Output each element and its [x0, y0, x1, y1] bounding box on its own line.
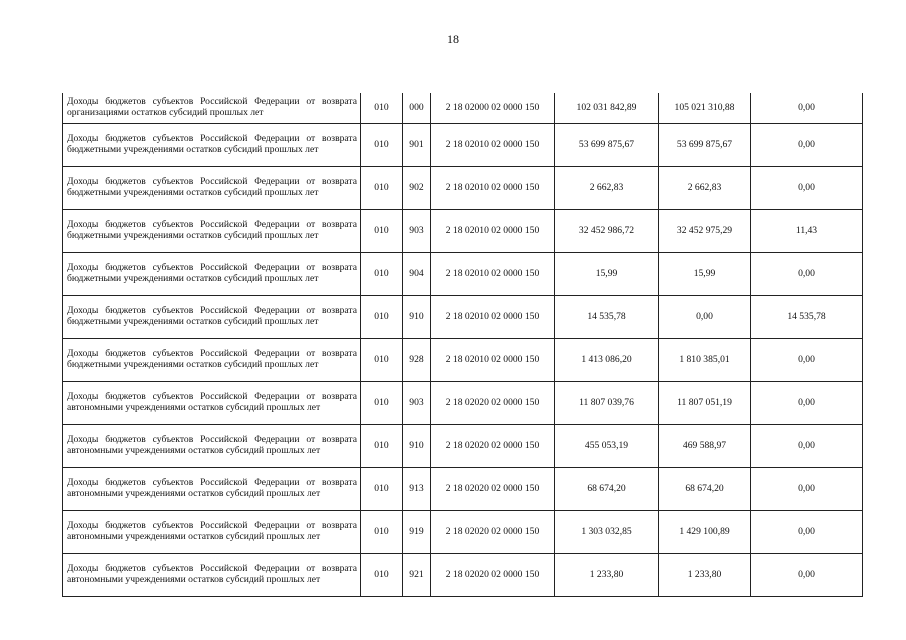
amount-cell-1: 102 031 842,89 — [555, 93, 659, 124]
amount-cell-2: 11 807 051,19 — [659, 382, 751, 425]
admin-code-cell: 010 — [361, 554, 403, 597]
amount-cell-1: 68 674,20 — [555, 468, 659, 511]
revenue-name-cell: Доходы бюджетов субъектов Российской Федерации от возврата автономными учреждениями остатков субсидий прошлых лет — [63, 382, 361, 425]
amount-cell-1: 32 452 986,72 — [555, 210, 659, 253]
table-row — [63, 468, 863, 511]
amount-cell-3: 0,00 — [751, 425, 863, 468]
budget-classification-code-cell: 2 18 02010 02 0000 150 — [431, 339, 555, 382]
revenue-name-cell: Доходы бюджетов субъектов Российской Федерации от возврата автономными учреждениями остатков субсидий прошлых лет — [63, 425, 361, 468]
amount-cell-1: 14 535,78 — [555, 296, 659, 339]
amount-cell-3: 0,00 — [751, 468, 863, 511]
amount-cell-1: 1 233,80 — [555, 554, 659, 597]
revenue-name-cell: Доходы бюджетов субъектов Российской Федерации от возврата бюджетными учреждениями остатков субсидий прошлых лет — [63, 167, 361, 210]
revenue-name-cell: Доходы бюджетов субъектов Российской Федерации от возврата автономными учреждениями остатков субсидий прошлых лет — [63, 511, 361, 554]
department-code-cell: 913 — [403, 468, 431, 511]
amount-cell-2: 68 674,20 — [659, 468, 751, 511]
revenue-name-cell: Доходы бюджетов субъектов Российской Федерации от возврата бюджетными учреждениями остатков субсидий прошлых лет — [63, 296, 361, 339]
amount-cell-1: 1 303 032,85 — [555, 511, 659, 554]
revenue-name-cell: Доходы бюджетов субъектов Российской Федерации от возврата автономными учреждениями остатков субсидий прошлых лет — [63, 554, 361, 597]
table-row — [63, 382, 863, 425]
admin-code-cell: 010 — [361, 468, 403, 511]
revenue-name-cell: Доходы бюджетов субъектов Российской Федерации от возврата автономными учреждениями остатков субсидий прошлых лет — [63, 468, 361, 511]
revenue-name-cell: Доходы бюджетов субъектов Российской Федерации от возврата бюджетными учреждениями остатков субсидий прошлых лет — [63, 124, 361, 167]
budget-classification-code-cell: 2 18 02020 02 0000 150 — [431, 554, 555, 597]
amount-cell-1: 455 053,19 — [555, 425, 659, 468]
revenue-name-cell: Доходы бюджетов субъектов Российской Федерации от возврата организациями остатков субсидий прошлых лет — [63, 93, 361, 124]
budget-classification-code-cell: 2 18 02010 02 0000 150 — [431, 296, 555, 339]
revenue-name-cell: Доходы бюджетов субъектов Российской Федерации от возврата бюджетными учреждениями остатков субсидий прошлых лет — [63, 339, 361, 382]
admin-code-cell: 010 — [361, 167, 403, 210]
department-code-cell: 903 — [403, 382, 431, 425]
amount-cell-3: 0,00 — [751, 554, 863, 597]
department-code-cell: 000 — [403, 93, 431, 124]
budget-classification-code-cell: 2 18 02010 02 0000 150 — [431, 167, 555, 210]
page-number: 18 — [447, 32, 459, 46]
table-row — [63, 296, 863, 339]
revenue-name-cell: Доходы бюджетов субъектов Российской Федерации от возврата бюджетными учреждениями остатков субсидий прошлых лет — [63, 253, 361, 296]
budget-classification-code-cell: 2 18 02010 02 0000 150 — [431, 253, 555, 296]
amount-cell-2: 32 452 975,29 — [659, 210, 751, 253]
table-row — [63, 253, 863, 296]
amount-cell-3: 0,00 — [751, 124, 863, 167]
table-row — [63, 554, 863, 597]
amount-cell-2: 2 662,83 — [659, 167, 751, 210]
table-row — [63, 93, 863, 124]
amount-cell-3: 11,43 — [751, 210, 863, 253]
amount-cell-3: 14 535,78 — [751, 296, 863, 339]
admin-code-cell: 010 — [361, 253, 403, 296]
department-code-cell: 904 — [403, 253, 431, 296]
amount-cell-2: 1 429 100,89 — [659, 511, 751, 554]
amount-cell-1: 2 662,83 — [555, 167, 659, 210]
amount-cell-3: 0,00 — [751, 253, 863, 296]
amount-cell-3: 0,00 — [751, 339, 863, 382]
amount-cell-3: 0,00 — [751, 382, 863, 425]
amount-cell-2: 0,00 — [659, 296, 751, 339]
table-row — [63, 511, 863, 554]
budget-classification-code-cell: 2 18 02020 02 0000 150 — [431, 382, 555, 425]
admin-code-cell: 010 — [361, 210, 403, 253]
budget-classification-code-cell: 2 18 02020 02 0000 150 — [431, 511, 555, 554]
amount-cell-2: 469 588,97 — [659, 425, 751, 468]
amount-cell-2: 53 699 875,67 — [659, 124, 751, 167]
table-row — [63, 167, 863, 210]
budget-revenue-table — [62, 93, 863, 597]
admin-code-cell: 010 — [361, 93, 403, 124]
amount-cell-2: 105 021 310,88 — [659, 93, 751, 124]
amount-cell-2: 1 233,80 — [659, 554, 751, 597]
amount-cell-1: 11 807 039,76 — [555, 382, 659, 425]
department-code-cell: 921 — [403, 554, 431, 597]
budget-classification-code-cell: 2 18 02000 02 0000 150 — [431, 93, 555, 124]
amount-cell-1: 53 699 875,67 — [555, 124, 659, 167]
budget-classification-code-cell: 2 18 02010 02 0000 150 — [431, 210, 555, 253]
admin-code-cell: 010 — [361, 296, 403, 339]
table-row — [63, 124, 863, 167]
admin-code-cell: 010 — [361, 339, 403, 382]
department-code-cell: 919 — [403, 511, 431, 554]
amount-cell-3: 0,00 — [751, 167, 863, 210]
department-code-cell: 901 — [403, 124, 431, 167]
department-code-cell: 903 — [403, 210, 431, 253]
department-code-cell: 910 — [403, 425, 431, 468]
amount-cell-2: 15,99 — [659, 253, 751, 296]
amount-cell-3: 0,00 — [751, 93, 863, 124]
amount-cell-2: 1 810 385,01 — [659, 339, 751, 382]
table-row — [63, 210, 863, 253]
budget-classification-code-cell: 2 18 02010 02 0000 150 — [431, 124, 555, 167]
admin-code-cell: 010 — [361, 425, 403, 468]
table-row — [63, 339, 863, 382]
budget-classification-code-cell: 2 18 02020 02 0000 150 — [431, 425, 555, 468]
amount-cell-3: 0,00 — [751, 511, 863, 554]
department-code-cell: 928 — [403, 339, 431, 382]
department-code-cell: 902 — [403, 167, 431, 210]
department-code-cell: 910 — [403, 296, 431, 339]
admin-code-cell: 010 — [361, 511, 403, 554]
budget-classification-code-cell: 2 18 02020 02 0000 150 — [431, 468, 555, 511]
admin-code-cell: 010 — [361, 382, 403, 425]
amount-cell-1: 1 413 086,20 — [555, 339, 659, 382]
revenue-name-cell: Доходы бюджетов субъектов Российской Федерации от возврата бюджетными учреждениями остатков субсидий прошлых лет — [63, 210, 361, 253]
table-row — [63, 425, 863, 468]
admin-code-cell: 010 — [361, 124, 403, 167]
amount-cell-1: 15,99 — [555, 253, 659, 296]
